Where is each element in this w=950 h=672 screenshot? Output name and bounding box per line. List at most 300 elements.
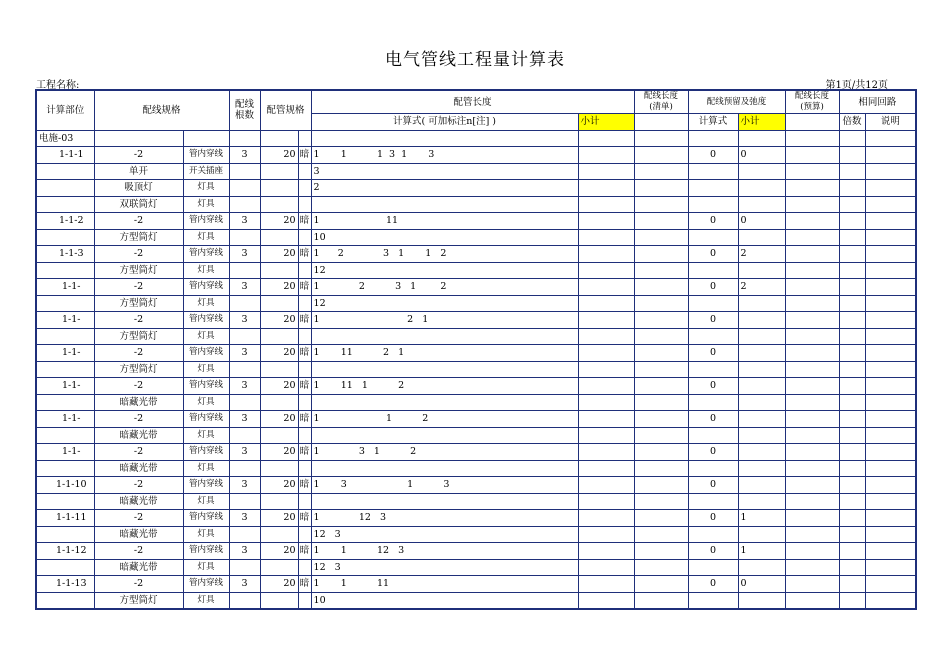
cell-empty	[578, 526, 634, 543]
cell-d	[260, 180, 298, 197]
cell-d: 20	[260, 378, 298, 395]
cell-r1: 0	[688, 543, 738, 560]
cell-empty	[578, 559, 634, 576]
cell-f: 1 11	[311, 213, 578, 230]
header-multiple: 倍数	[839, 114, 865, 131]
cell-m	[298, 526, 311, 543]
cell-r1	[688, 229, 738, 246]
cell-empty	[634, 394, 688, 411]
cell-r1: 0	[688, 213, 738, 230]
cell-f: 12 3	[311, 559, 578, 576]
cell-empty	[839, 444, 865, 461]
cell-type: 灯具	[183, 592, 229, 609]
cell-type: 灯具	[183, 262, 229, 279]
cell-pos	[36, 229, 94, 246]
cell-f: 1 11 2 1	[311, 345, 578, 362]
cell-n	[229, 295, 260, 312]
cell-d	[260, 361, 298, 378]
cell-empty	[578, 295, 634, 312]
cell-r2	[738, 196, 785, 213]
cell-pos: 1-1-3	[36, 246, 94, 263]
cell-empty	[865, 444, 916, 461]
cell-m	[298, 394, 311, 411]
cell-d	[260, 394, 298, 411]
cell-empty	[634, 543, 688, 560]
cell-empty	[634, 312, 688, 329]
cell-empty	[578, 493, 634, 510]
cell-f: 12	[311, 262, 578, 279]
cell-empty	[865, 526, 916, 543]
cell-empty	[785, 279, 839, 296]
cell-r2	[738, 477, 785, 494]
cell-spec: -2	[94, 345, 183, 362]
cell-empty	[634, 576, 688, 593]
cell-r2	[738, 394, 785, 411]
cell-type: 灯具	[183, 295, 229, 312]
cell-spec: -2	[94, 576, 183, 593]
cell-spec: -2	[94, 246, 183, 263]
cell-pos	[36, 526, 94, 543]
cell-n: 3	[229, 147, 260, 164]
cell-empty	[578, 262, 634, 279]
cell-m: 暗	[298, 576, 311, 593]
cell-n: 3	[229, 279, 260, 296]
cell-n	[229, 526, 260, 543]
cell-empty	[865, 559, 916, 576]
cell-r2: 1	[738, 510, 785, 527]
cell-type: 管内穿线	[183, 246, 229, 263]
cell-empty	[634, 246, 688, 263]
cell-m	[298, 229, 311, 246]
cell-empty	[578, 229, 634, 246]
cell-empty	[634, 279, 688, 296]
cell-empty	[865, 328, 916, 345]
cell-empty	[634, 444, 688, 461]
table-row	[36, 328, 916, 345]
cell-r2	[738, 295, 785, 312]
cell-empty	[785, 163, 839, 180]
cell-empty	[634, 262, 688, 279]
cell-empty	[634, 592, 688, 609]
cell-n	[229, 427, 260, 444]
cell-empty	[634, 163, 688, 180]
header-position: 计算部位	[36, 90, 94, 130]
cell-empty	[578, 378, 634, 395]
cell-n: 3	[229, 378, 260, 395]
cell-f	[311, 427, 578, 444]
table-row	[36, 510, 916, 527]
cell-empty	[865, 427, 916, 444]
cell-type: 开关插座	[183, 163, 229, 180]
cell-d	[260, 493, 298, 510]
cell-r2	[738, 229, 785, 246]
header-wire-length-list	[634, 90, 688, 114]
cell-type: 灯具	[183, 229, 229, 246]
cell-spec: -2	[94, 312, 183, 329]
cell-type: 灯具	[183, 328, 229, 345]
cell-empty	[634, 510, 688, 527]
cell-empty	[865, 163, 916, 180]
cell-r2: 0	[738, 576, 785, 593]
cell-type: 管内穿线	[183, 312, 229, 329]
cell-empty	[785, 328, 839, 345]
cell-m: 暗	[298, 345, 311, 362]
cell-empty	[865, 361, 916, 378]
cell-r2	[738, 460, 785, 477]
cell-n	[229, 328, 260, 345]
cell-empty	[578, 279, 634, 296]
cell-m: 暗	[298, 477, 311, 494]
cell-empty	[865, 477, 916, 494]
cell-empty	[634, 477, 688, 494]
cell-n	[229, 180, 260, 197]
cell-m: 暗	[298, 279, 311, 296]
cell-empty	[839, 559, 865, 576]
cell-m	[298, 592, 311, 609]
cell-empty	[785, 543, 839, 560]
cell-d: 20	[260, 576, 298, 593]
cell-pos: 1-1-	[36, 345, 94, 362]
table-row	[36, 312, 916, 329]
cell-r1	[688, 361, 738, 378]
cell-empty	[785, 229, 839, 246]
cell-empty	[634, 328, 688, 345]
header-wire-length-budget	[785, 90, 839, 114]
cell-n: 3	[229, 345, 260, 362]
cell-empty	[865, 312, 916, 329]
cell-n	[229, 559, 260, 576]
cell-empty	[634, 295, 688, 312]
cell-empty	[839, 427, 865, 444]
header-wire-count	[229, 90, 260, 130]
cell-r2	[738, 411, 785, 428]
project-name-label: 工程名称:	[36, 80, 80, 91]
cell-m: 暗	[298, 213, 311, 230]
header-same-loop: 相同回路	[839, 90, 916, 114]
cell-type: 灯具	[183, 526, 229, 543]
quantity-table	[35, 89, 917, 610]
header-row-1	[36, 90, 916, 114]
header-subtotal: 小计	[578, 114, 634, 131]
cell-spec: -2	[94, 147, 183, 164]
header-note: 说明	[865, 114, 916, 131]
cell-d	[260, 328, 298, 345]
cell-empty	[634, 526, 688, 543]
cell-f: 1 2 3 1 1 2	[311, 246, 578, 263]
cell-spec: 双联筒灯	[94, 196, 183, 213]
cell-empty	[839, 246, 865, 263]
cell-m	[298, 262, 311, 279]
table-row	[36, 427, 916, 444]
cell-empty	[839, 477, 865, 494]
header-conduit-length: 配管长度	[311, 90, 634, 114]
cell-empty	[785, 345, 839, 362]
cell-empty	[578, 444, 634, 461]
cell-n: 3	[229, 213, 260, 230]
cell-empty	[578, 427, 634, 444]
cell-m	[298, 427, 311, 444]
cell-type: 灯具	[183, 196, 229, 213]
cell-empty	[839, 328, 865, 345]
cell-empty	[634, 361, 688, 378]
cell-empty	[578, 510, 634, 527]
cell-n: 3	[229, 543, 260, 560]
cell-type: 管内穿线	[183, 576, 229, 593]
cell-empty	[785, 147, 839, 164]
cell-empty	[634, 559, 688, 576]
cell-empty	[839, 526, 865, 543]
cell-d	[260, 295, 298, 312]
cell-empty	[785, 444, 839, 461]
header-wire-length-budget-text: 配线长度 (预算)	[795, 91, 830, 112]
cell-empty	[865, 262, 916, 279]
cell-empty	[578, 213, 634, 230]
cell-empty	[785, 361, 839, 378]
cell-n	[229, 262, 260, 279]
cell-empty	[785, 246, 839, 263]
cell-pos: 1-1-12	[36, 543, 94, 560]
cell-spec: 吸顶灯	[94, 180, 183, 197]
cell-pos: 1-1-	[36, 378, 94, 395]
cell-empty	[634, 460, 688, 477]
cell-spec: 方型筒灯	[94, 295, 183, 312]
table-row	[36, 295, 916, 312]
header-blank	[634, 114, 688, 131]
cell-r2: 1	[738, 543, 785, 560]
cell-empty	[578, 411, 634, 428]
cell-m	[298, 328, 311, 345]
table-row	[36, 559, 916, 576]
cell-empty	[865, 295, 916, 312]
cell-d: 20	[260, 279, 298, 296]
cell-pos	[36, 460, 94, 477]
cell-empty	[634, 493, 688, 510]
cell-d	[260, 229, 298, 246]
cell-empty	[785, 427, 839, 444]
cell-empty	[839, 510, 865, 527]
cell-empty	[634, 411, 688, 428]
cell-n: 3	[229, 312, 260, 329]
cell-empty	[865, 213, 916, 230]
cell-f: 1 2 1	[311, 312, 578, 329]
cell-d: 20	[260, 444, 298, 461]
cell-r1: 0	[688, 576, 738, 593]
cell-m: 暗	[298, 147, 311, 164]
cell-f	[311, 394, 578, 411]
cell-type: 灯具	[183, 493, 229, 510]
cell-n: 3	[229, 510, 260, 527]
cell-f	[311, 196, 578, 213]
cell-empty	[785, 559, 839, 576]
cell-m: 暗	[298, 543, 311, 560]
cell-pos	[36, 180, 94, 197]
cell-pos	[36, 559, 94, 576]
cell-r2: 0	[738, 147, 785, 164]
cell-m	[298, 295, 311, 312]
table-row	[36, 378, 916, 395]
cell-empty	[839, 493, 865, 510]
table-row	[36, 196, 916, 213]
cell-type: 管内穿线	[183, 510, 229, 527]
cell-pos	[36, 196, 94, 213]
cell-type: 管内穿线	[183, 147, 229, 164]
cell-spec: 方型筒灯	[94, 229, 183, 246]
cell-empty	[839, 312, 865, 329]
cell-empty	[785, 312, 839, 329]
cell-empty	[578, 312, 634, 329]
table-row	[36, 279, 916, 296]
cell-empty	[785, 378, 839, 395]
cell-pos	[36, 361, 94, 378]
cell-r2	[738, 526, 785, 543]
cell-empty	[865, 147, 916, 164]
cell-type: 灯具	[183, 559, 229, 576]
header-blank-2	[785, 114, 839, 131]
cell-m: 暗	[298, 510, 311, 527]
cell-empty	[865, 229, 916, 246]
cell-n: 3	[229, 477, 260, 494]
table-row	[36, 411, 916, 428]
cell-pos: 1-1-1	[36, 147, 94, 164]
cell-empty	[839, 361, 865, 378]
cell-m	[298, 460, 311, 477]
cell-r2: 0	[738, 213, 785, 230]
cell-m: 暗	[298, 312, 311, 329]
cell-empty	[839, 196, 865, 213]
cell-r1	[688, 196, 738, 213]
cell-f: 12	[311, 295, 578, 312]
cell-r1	[688, 460, 738, 477]
cell-d: 20	[260, 510, 298, 527]
cell-empty	[785, 460, 839, 477]
cell-r1: 0	[688, 345, 738, 362]
cell-empty	[865, 246, 916, 263]
table-row	[36, 394, 916, 411]
table-row	[36, 460, 916, 477]
cell-spec: -2	[94, 477, 183, 494]
table-row	[36, 180, 916, 197]
cell-r2	[738, 312, 785, 329]
cell-empty	[578, 163, 634, 180]
cell-d: 20	[260, 411, 298, 428]
cell-d	[260, 526, 298, 543]
cell-r1	[688, 493, 738, 510]
cell-f: 3	[311, 163, 578, 180]
cell-empty	[785, 213, 839, 230]
cell-n: 3	[229, 411, 260, 428]
cell-r2	[738, 345, 785, 362]
cell-empty	[578, 543, 634, 560]
cell-spec: 暗藏光带	[94, 493, 183, 510]
cell-r1: 0	[688, 246, 738, 263]
cell-n	[229, 361, 260, 378]
table-row	[36, 229, 916, 246]
cell-f: 1 1 2	[311, 411, 578, 428]
cell-pos: 1-1-	[36, 444, 94, 461]
header-reserve: 配线预留及弛度	[688, 90, 785, 114]
cell-pos: 1-1-	[36, 279, 94, 296]
table-row	[36, 147, 916, 164]
cell-empty	[785, 592, 839, 609]
cell-spec: 暗藏光带	[94, 394, 183, 411]
cell-empty	[634, 427, 688, 444]
cell-type: 管内穿线	[183, 444, 229, 461]
header-reserve-subtotal: 小计	[738, 114, 785, 131]
page-info: 第1页/共12页	[825, 80, 888, 91]
cell-type: 管内穿线	[183, 543, 229, 560]
cell-empty	[578, 328, 634, 345]
cell-n	[229, 460, 260, 477]
cell-pos	[36, 394, 94, 411]
cell-empty	[785, 411, 839, 428]
cell-pos	[36, 295, 94, 312]
cell-empty	[865, 180, 916, 197]
table-row	[36, 163, 916, 180]
table-row	[36, 444, 916, 461]
cell-d: 20	[260, 477, 298, 494]
cell-spec: -2	[94, 378, 183, 395]
cell-empty	[578, 147, 634, 164]
cell-empty	[865, 411, 916, 428]
cell-r1	[688, 559, 738, 576]
section-row	[36, 130, 916, 147]
cell-empty	[578, 592, 634, 609]
cell-n: 3	[229, 444, 260, 461]
cell-type: 灯具	[183, 427, 229, 444]
cell-r1	[688, 427, 738, 444]
cell-r1: 0	[688, 411, 738, 428]
cell-pos	[36, 493, 94, 510]
cell-f	[311, 460, 578, 477]
cell-f: 1 1 11	[311, 576, 578, 593]
cell-empty	[865, 378, 916, 395]
cell-empty	[634, 196, 688, 213]
cell-spec: 方型筒灯	[94, 592, 183, 609]
cell-r1	[688, 262, 738, 279]
cell-empty	[785, 295, 839, 312]
header-conduit-spec: 配管规格	[260, 90, 311, 130]
cell-empty	[634, 147, 688, 164]
cell-empty	[785, 180, 839, 197]
cell-empty	[634, 378, 688, 395]
table-row	[36, 246, 916, 263]
cell-n: 3	[229, 576, 260, 593]
cell-empty	[839, 213, 865, 230]
cell-empty	[578, 180, 634, 197]
cell-type: 管内穿线	[183, 378, 229, 395]
cell-empty	[839, 592, 865, 609]
cell-type: 管内穿线	[183, 213, 229, 230]
cell-m	[298, 163, 311, 180]
cell-r2	[738, 444, 785, 461]
cell-r1: 0	[688, 477, 738, 494]
cell-m: 暗	[298, 246, 311, 263]
cell-empty	[578, 477, 634, 494]
cell-d: 20	[260, 147, 298, 164]
cell-empty	[839, 279, 865, 296]
table-row	[36, 592, 916, 609]
cell-r2	[738, 180, 785, 197]
cell-n: 3	[229, 246, 260, 263]
cell-empty	[865, 543, 916, 560]
cell-empty	[865, 493, 916, 510]
cell-empty	[578, 394, 634, 411]
cell-empty	[865, 345, 916, 362]
cell-spec: 方型筒灯	[94, 361, 183, 378]
cell-pos: 1-1-	[36, 312, 94, 329]
cell-n	[229, 196, 260, 213]
cell-empty	[839, 147, 865, 164]
